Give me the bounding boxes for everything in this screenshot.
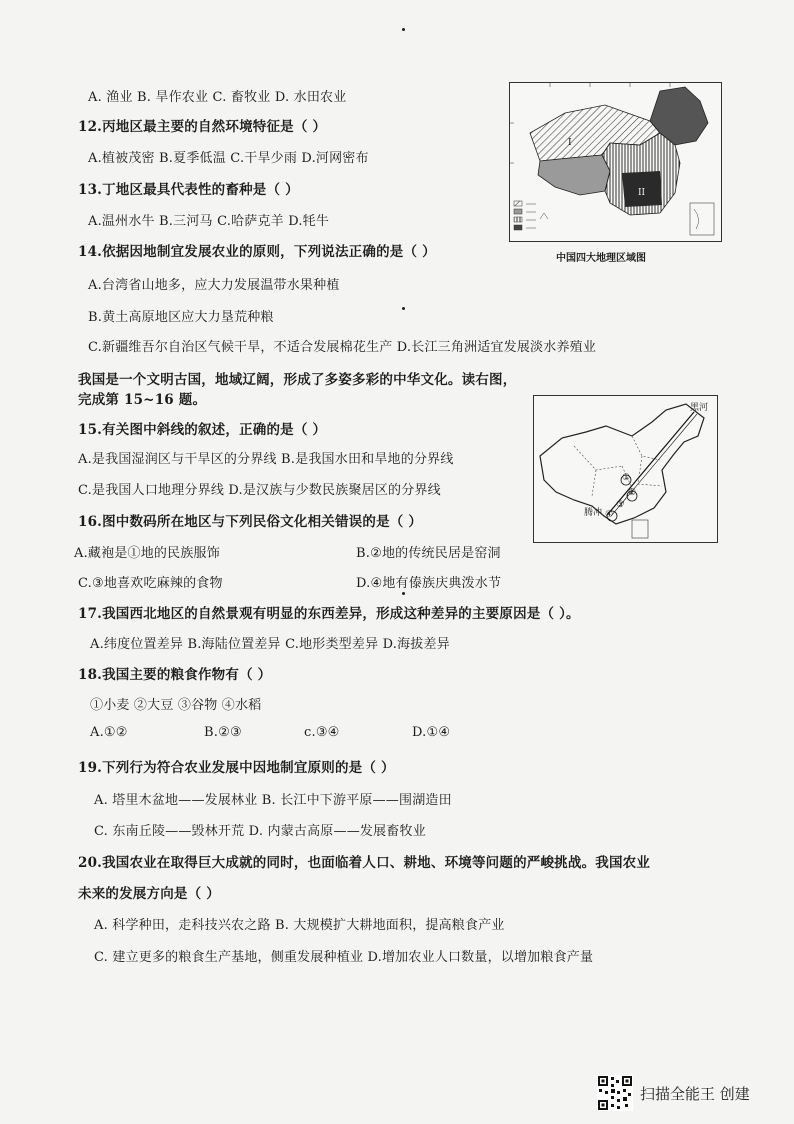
four-regions-map-drawing xyxy=(510,83,720,240)
q19-options-ab: A. 塔里木盆地——发展林业 B. 长江中下游平原——围湖造田 xyxy=(94,793,452,808)
q16-option-a: A.藏袍是①地的民族服饰 xyxy=(74,546,220,561)
four-regions-map-caption: 中国四大地理区域图 xyxy=(556,253,646,264)
q15-options-cd: C.是我国人口地理分界线 D.是汉族与少数民族聚居区的分界线 xyxy=(78,483,441,498)
print-speck xyxy=(402,28,405,31)
q13-stem: 13.丁地区最具代表性的畜种是（ ） xyxy=(78,182,299,198)
q14-stem: 14.依据因地制宜发展农业的原则，下列说法正确的是（ ） xyxy=(78,244,436,260)
q20-stem-line-2: 未来的发展方向是（ ） xyxy=(78,886,220,902)
four-regions-map xyxy=(509,82,722,242)
q15-options-ab: A.是我国湿润区与干旱区的分界线 B.是我国水田和旱地的分界线 xyxy=(78,452,454,467)
heihe-label: 黑河 xyxy=(690,403,709,413)
scanner-watermark: 扫描全能王 创建 xyxy=(640,1085,750,1103)
q11-options: A. 渔业 B. 旱作农业 C. 畜牧业 D. 水田农业 xyxy=(88,90,347,105)
q16-stem: 16.图中数码所在地区与下列民俗文化相关错误的是（ ） xyxy=(78,514,423,530)
map-number-3: ③ xyxy=(616,500,625,510)
qinghai-tibet-region xyxy=(538,155,610,195)
q18-items: ①小麦 ②大豆 ③谷物 ④水稻 xyxy=(90,698,262,713)
intro-line-2: 完成第 15~16 题。 xyxy=(78,392,207,408)
print-speck xyxy=(402,307,405,310)
q18-stem: 18.我国主要的粮食作物有（ ） xyxy=(78,667,272,683)
q17-options: A.纬度位置差异 B.海陆位置差异 C.地形类型差异 D.海拔差异 xyxy=(90,637,450,652)
map-number-2: ② xyxy=(628,488,637,498)
q16-option-b: B.②地的传统民居是窑洞 xyxy=(356,546,501,561)
heihe-tengchong-map xyxy=(533,395,718,543)
q12-stem: 12.丙地区最主要的自然环境特征是（ ） xyxy=(78,119,327,135)
q18-option-d: D.①④ xyxy=(412,725,451,740)
q18-option-c: c.③④ xyxy=(304,725,340,740)
intro-line-1: 我国是一个文明古国，地域辽阔，形成了多姿多彩的中华文化。读右图， xyxy=(78,372,517,388)
q12-options: A.植被茂密 B.夏季低温 C.干旱少雨 D.河网密布 xyxy=(88,151,369,166)
map-number-4: ④ xyxy=(605,510,614,520)
q18-option-a: A.①② xyxy=(90,725,128,740)
q20-stem-line-1: 20.我国农业在取得巨大成就的同时，也面临着人口、耕地、环境等问题的严峻挑战。我国农业 xyxy=(78,855,651,871)
q18-option-b: B.②③ xyxy=(204,725,242,740)
q15-stem: 15.有关图中斜线的叙述，正确的是（ ） xyxy=(78,422,327,438)
svg-text:II: II xyxy=(638,188,646,198)
q19-options-cd: C. 东南丘陵——毁林开荒 D. 内蒙古高原——发展畜牧业 xyxy=(94,824,426,839)
q16-option-d: D.④地有傣族庆典泼水节 xyxy=(356,576,502,591)
print-speck xyxy=(402,592,405,595)
q20-options-ab: A. 科学种田，走科技兴农之路 B. 大规模扩大耕地面积，提高粮食产业 xyxy=(94,918,505,933)
q14-option-cd: C.新疆维吾尔自治区气候干旱，不适合发展棉花生产 D.长江三角洲适宜发展淡水养殖业 xyxy=(88,340,597,355)
q14-option-b: B.黄土高原地区应大力垦荒种粮 xyxy=(88,310,274,325)
q17-stem: 17.我国西北地区的自然景观有明显的东西差异，形成这种差异的主要原因是（ ）。 xyxy=(78,606,580,622)
map-number-1: ① xyxy=(622,473,631,483)
q16-option-c: C.③地喜欢吃麻辣的食物 xyxy=(78,576,223,591)
qr-code-icon xyxy=(597,1075,633,1111)
q14-option-a: A.台湾省山地多，应大力发展温带水果种植 xyxy=(88,278,340,293)
tengchong-label: 腾冲 xyxy=(584,508,603,518)
heihe-tengchong-line xyxy=(608,412,694,514)
q13-options: A.温州水牛 B.三河马 C.哈萨克羊 D.牦牛 xyxy=(88,214,330,229)
q20-options-cd: C. 建立更多的粮食生产基地，侧重发展种植业 D.增加农业人口数量，以增加粮食产量 xyxy=(94,950,594,965)
svg-text:I: I xyxy=(568,138,572,148)
q19-stem: 19.下列行为符合农业发展中因地制宜原则的是（ ） xyxy=(78,760,395,776)
heihe-tengchong-map-drawing xyxy=(534,396,716,541)
